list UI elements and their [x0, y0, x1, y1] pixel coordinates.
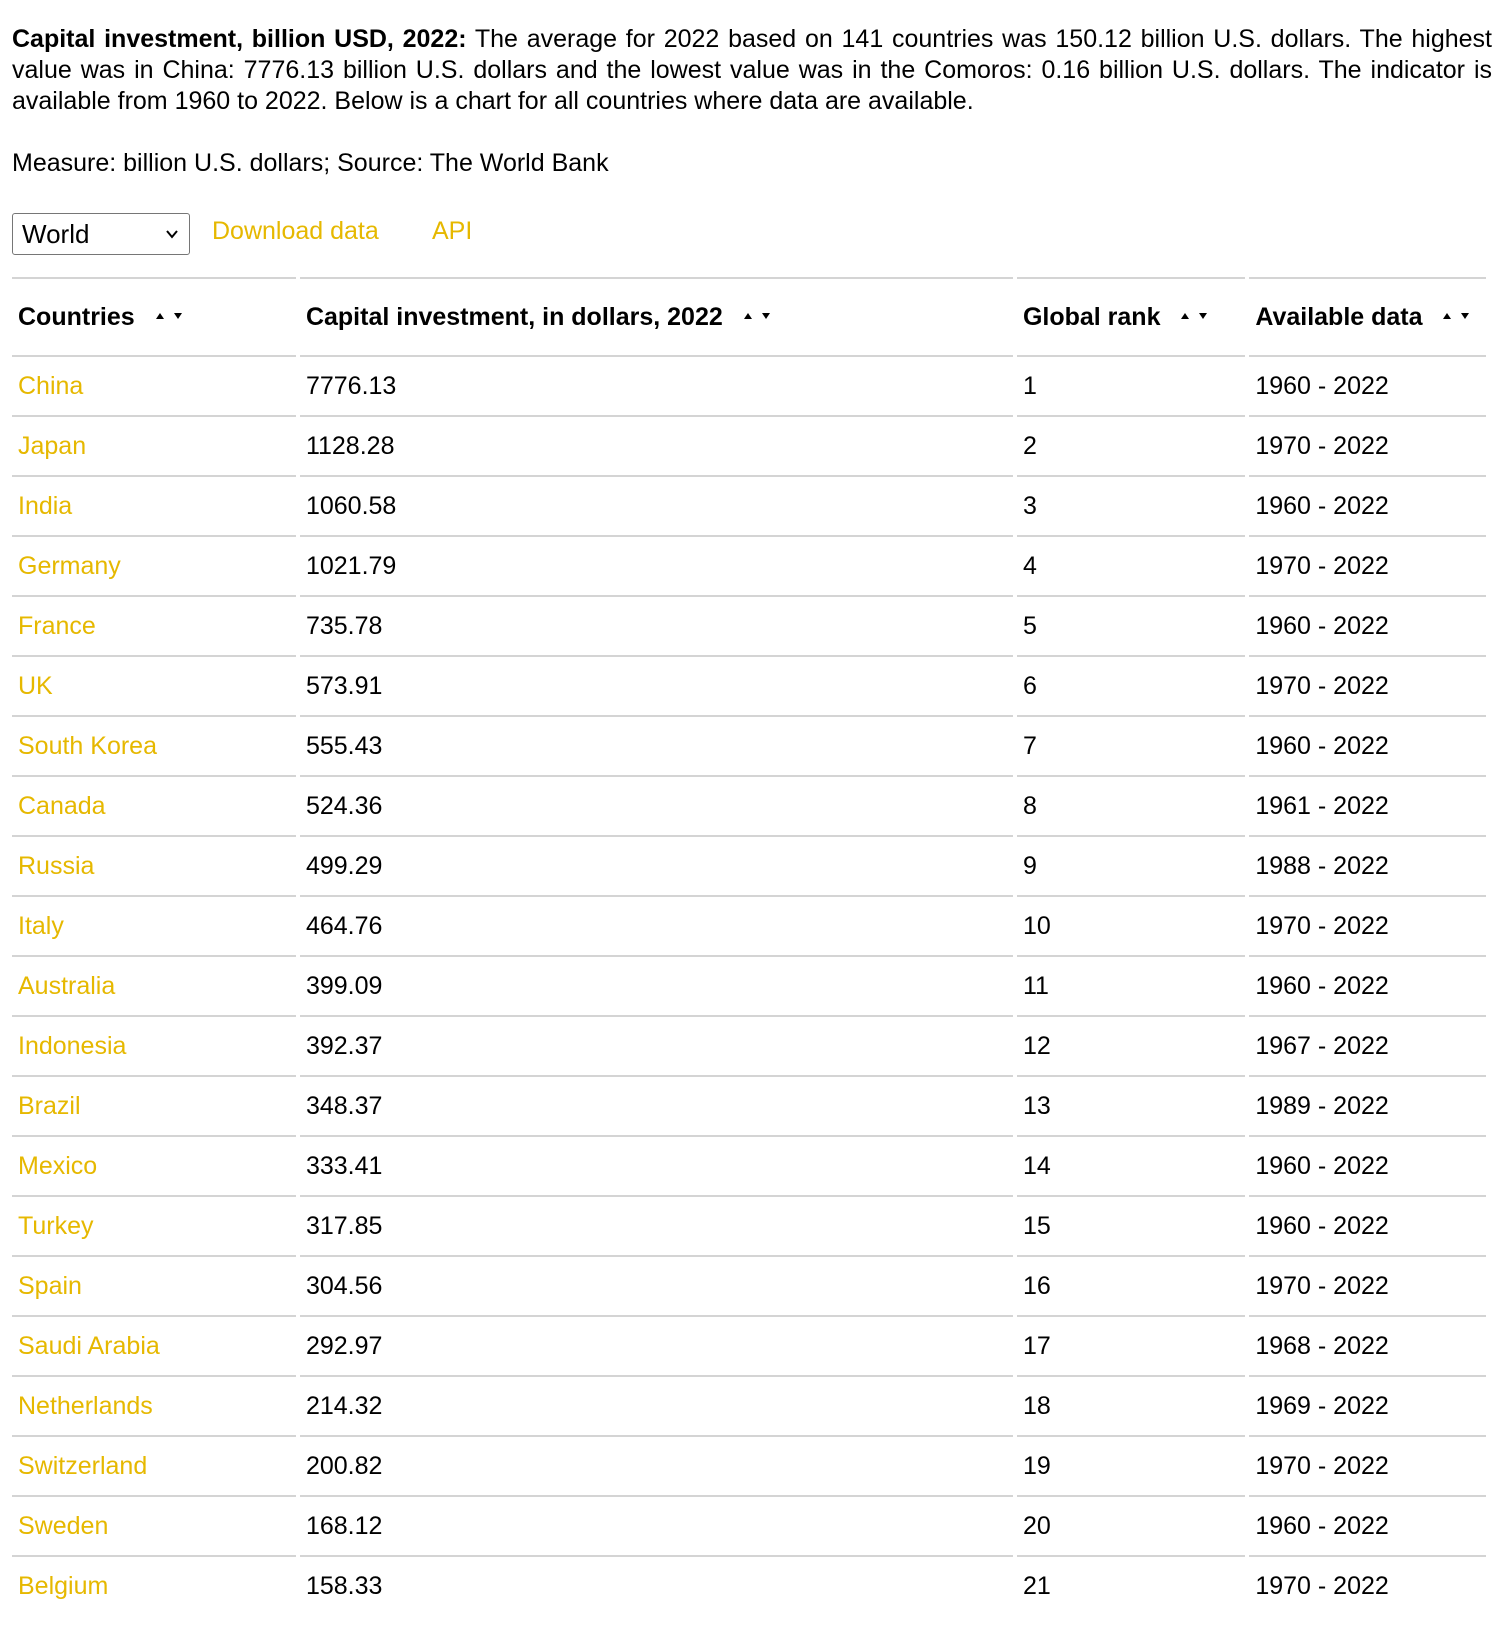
value-cell: 735.78 — [300, 595, 1013, 655]
table-row — [12, 1555, 1486, 1615]
rank-cell: 14 — [1017, 1135, 1245, 1195]
rank-cell: 13 — [1017, 1075, 1245, 1135]
rank-cell: 2 — [1017, 415, 1245, 475]
value-cell: 499.29 — [300, 835, 1013, 895]
value-cell: 7776.13 — [300, 355, 1013, 415]
value-cell: 1021.79 — [300, 535, 1013, 595]
value-cell: 399.09 — [300, 955, 1013, 1015]
value-cell: 524.36 — [300, 775, 1013, 835]
value-cell: 304.56 — [300, 1255, 1013, 1315]
value-cell: 555.43 — [300, 715, 1013, 775]
country-link[interactable]: Germany — [12, 535, 296, 595]
value-cell: 317.85 — [300, 1195, 1013, 1255]
value-cell: 348.37 — [300, 1075, 1013, 1135]
header-capital-investment[interactable] — [300, 277, 1013, 355]
country-link[interactable]: Switzerland — [12, 1435, 296, 1495]
available-cell: 1960 - 2022 — [1249, 355, 1486, 415]
page-content — [12, 24, 1492, 179]
available-cell: 1960 - 2022 — [1249, 475, 1486, 535]
country-link[interactable]: South Korea — [12, 715, 296, 775]
table-row — [12, 835, 1486, 895]
available-cell: 1960 - 2022 — [1249, 715, 1486, 775]
header-global-rank[interactable] — [1017, 277, 1245, 355]
available-cell: 1970 - 2022 — [1249, 1435, 1486, 1495]
sort-icon[interactable] — [1181, 310, 1209, 320]
header-available-data-label: Available data — [1255, 302, 1423, 331]
available-cell: 1988 - 2022 — [1249, 835, 1486, 895]
rank-cell: 4 — [1017, 535, 1245, 595]
table-row — [12, 1195, 1486, 1255]
sort-icon[interactable] — [744, 310, 772, 320]
value-cell: 158.33 — [300, 1555, 1013, 1615]
country-link[interactable]: Italy — [12, 895, 296, 955]
intro-paragraph — [12, 24, 1492, 117]
available-cell: 1970 - 2022 — [1249, 895, 1486, 955]
sort-icon[interactable] — [1443, 310, 1471, 320]
country-link[interactable]: Brazil — [12, 1075, 296, 1135]
available-cell: 1970 - 2022 — [1249, 655, 1486, 715]
country-link[interactable]: Belgium — [12, 1555, 296, 1615]
rank-cell: 7 — [1017, 715, 1245, 775]
rank-cell: 18 — [1017, 1375, 1245, 1435]
country-link[interactable]: Russia — [12, 835, 296, 895]
country-link[interactable]: China — [12, 355, 296, 415]
table-row — [12, 775, 1486, 835]
value-cell: 200.82 — [300, 1435, 1013, 1495]
header-global-rank-label: Global rank — [1022, 302, 1161, 331]
value-cell: 292.97 — [300, 1315, 1013, 1375]
rank-cell: 10 — [1017, 895, 1245, 955]
available-cell: 1970 - 2022 — [1249, 535, 1486, 595]
value-cell: 214.32 — [300, 1375, 1013, 1435]
rank-cell: 19 — [1017, 1435, 1245, 1495]
table-body — [12, 355, 1486, 1615]
table-row — [12, 355, 1486, 415]
chevron-down-icon — [165, 227, 179, 241]
table-row — [12, 1075, 1486, 1135]
table-row — [12, 1135, 1486, 1195]
table-row — [12, 595, 1486, 655]
available-cell: 1961 - 2022 — [1249, 775, 1486, 835]
intro-text: The average for 2022 based on 141 countries was 150.12 billion U.S. dollars. The highest value was in China: 7776.13 billion U.S. dollars and the lowest value was in the Comoros: 0.16 billion U.S. dollars. The indicator is available from 1960 to 2022. Below is a chart for all countries where data are available. — [12, 25, 1493, 115]
country-link[interactable]: Australia — [12, 955, 296, 1015]
rank-cell: 11 — [1017, 955, 1245, 1015]
download-data-link[interactable]: Download data — [212, 217, 379, 245]
controls-bar — [12, 213, 612, 259]
table-row — [12, 1375, 1486, 1435]
country-link[interactable]: UK — [12, 655, 296, 715]
region-select-value: World — [22, 219, 90, 249]
value-cell: 333.41 — [300, 1135, 1013, 1195]
table-row — [12, 1315, 1486, 1375]
country-link[interactable]: India — [12, 475, 296, 535]
rank-cell: 9 — [1017, 835, 1245, 895]
country-link[interactable]: Indonesia — [12, 1015, 296, 1075]
header-countries-label: Countries — [18, 302, 135, 331]
intro-title: Capital investment, billion USD, 2022: — [12, 25, 467, 53]
available-cell: 1970 - 2022 — [1249, 415, 1486, 475]
available-cell: 1968 - 2022 — [1249, 1315, 1486, 1375]
rank-cell: 1 — [1017, 355, 1245, 415]
available-cell: 1969 - 2022 — [1249, 1375, 1486, 1435]
available-cell: 1967 - 2022 — [1249, 1015, 1486, 1075]
rank-cell: 5 — [1017, 595, 1245, 655]
available-cell: 1960 - 2022 — [1249, 595, 1486, 655]
value-cell: 573.91 — [300, 655, 1013, 715]
table-row — [12, 535, 1486, 595]
available-cell: 1970 - 2022 — [1249, 1255, 1486, 1315]
value-cell: 464.76 — [300, 895, 1013, 955]
country-link[interactable]: Mexico — [12, 1135, 296, 1195]
available-cell: 1970 - 2022 — [1249, 1555, 1486, 1615]
table-row — [12, 715, 1486, 775]
country-link[interactable]: Spain — [12, 1255, 296, 1315]
sort-icon[interactable] — [156, 310, 184, 320]
header-capital-investment-label: Capital investment, in dollars, 2022 — [305, 302, 723, 331]
table-row — [12, 1255, 1486, 1315]
value-cell: 1060.58 — [300, 475, 1013, 535]
table-header-row — [12, 277, 1486, 355]
api-link[interactable]: API — [432, 217, 473, 245]
header-available-data[interactable] — [1249, 277, 1486, 355]
rank-cell: 17 — [1017, 1315, 1245, 1375]
rank-cell: 20 — [1017, 1495, 1245, 1555]
available-cell: 1989 - 2022 — [1249, 1075, 1486, 1135]
rank-cell: 8 — [1017, 775, 1245, 835]
table-row — [12, 1015, 1486, 1075]
table-row — [12, 655, 1486, 715]
table-row — [12, 1435, 1486, 1495]
country-link[interactable]: France — [12, 595, 296, 655]
available-cell: 1960 - 2022 — [1249, 955, 1486, 1015]
table-row — [12, 415, 1486, 475]
table-row — [12, 1495, 1486, 1555]
available-cell: 1960 - 2022 — [1249, 1135, 1486, 1195]
region-select[interactable] — [12, 213, 190, 255]
rank-cell: 15 — [1017, 1195, 1245, 1255]
value-cell: 168.12 — [300, 1495, 1013, 1555]
value-cell: 392.37 — [300, 1015, 1013, 1075]
countries-table — [8, 277, 1490, 1615]
rank-cell: 12 — [1017, 1015, 1245, 1075]
header-countries[interactable] — [12, 277, 296, 355]
country-link[interactable]: Turkey — [12, 1195, 296, 1255]
rank-cell: 3 — [1017, 475, 1245, 535]
table-row — [12, 955, 1486, 1015]
country-link[interactable]: Japan — [12, 415, 296, 475]
table-row — [12, 475, 1486, 535]
measure-source: Measure: billion U.S. dollars; Source: The World Bank — [12, 149, 609, 177]
rank-cell: 21 — [1017, 1555, 1245, 1615]
rank-cell: 6 — [1017, 655, 1245, 715]
country-link[interactable]: Netherlands — [12, 1375, 296, 1435]
country-link[interactable]: Canada — [12, 775, 296, 835]
available-cell: 1960 - 2022 — [1249, 1195, 1486, 1255]
rank-cell: 16 — [1017, 1255, 1245, 1315]
country-link[interactable]: Saudi Arabia — [12, 1315, 296, 1375]
available-cell: 1960 - 2022 — [1249, 1495, 1486, 1555]
table-row — [12, 895, 1486, 955]
value-cell: 1128.28 — [300, 415, 1013, 475]
country-link[interactable]: Sweden — [12, 1495, 296, 1555]
